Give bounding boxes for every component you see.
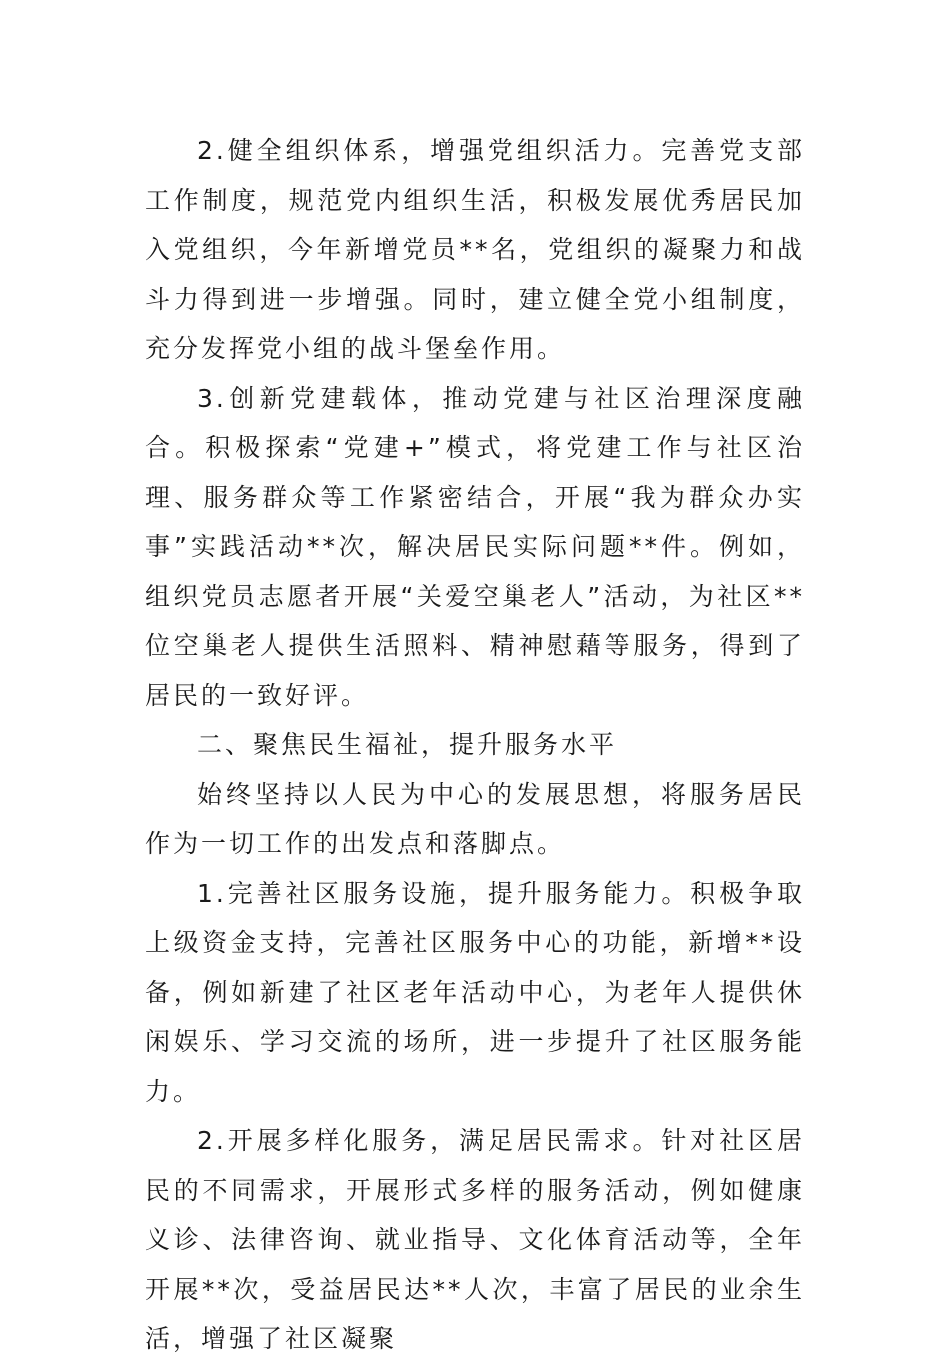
paragraph-service-facilities: 1.完善社区服务设施，提升服务能力。积极争取上级资金支持，完善社区服务中心的功能，新增**设备，例如新建了社区老年活动中心，为老年人提供休闲娱乐、学习交流的场所，进一步提升了社区服务能力。 bbox=[145, 878, 805, 1106]
paragraph-org-system: 2.健全组织体系，增强党组织活力。完善党支部工作制度，规范党内组织生活，积极发展优秀居民加入党组织，今年新增党员**名，党组织的凝聚力和战斗力得到进一步增强。同时，建立健全党小组制度，充分发挥党小组的战斗堡垒作用。 bbox=[145, 136, 805, 363]
document-body bbox=[145, 126, 805, 1364]
paragraph-party-building-carrier: 3.创新党建载体，推动党建与社区治理深度融合。积极探索“党建+”模式，将党建工作与社区治理、服务群众等工作紧密结合，开展“我为群众办实事”实践活动**次，解决居民实际问题**件。例如，组织党员志愿者开展“关爱空巢老人”活动，为社区**位空巢老人提供生活照料、精神慰藉等服务，得到了居民的一致好评。 bbox=[145, 383, 805, 710]
section-heading-livelihood: 二、聚焦民生福祉，提升服务水平 bbox=[197, 730, 618, 759]
paragraph-diverse-services: 2.开展多样化服务，满足居民需求。针对社区居民的不同需求，开展形式多样的服务活动，例如健康义诊、法律咨询、就业指导、文化体育活动等，全年开展**次，受益居民达**人次，丰富了居民的业余生活，增强了社区凝聚 bbox=[145, 1126, 805, 1353]
paragraph-people-centered: 始终坚持以人民为中心的发展思想，将服务居民作为一切工作的出发点和落脚点。 bbox=[145, 779, 805, 858]
